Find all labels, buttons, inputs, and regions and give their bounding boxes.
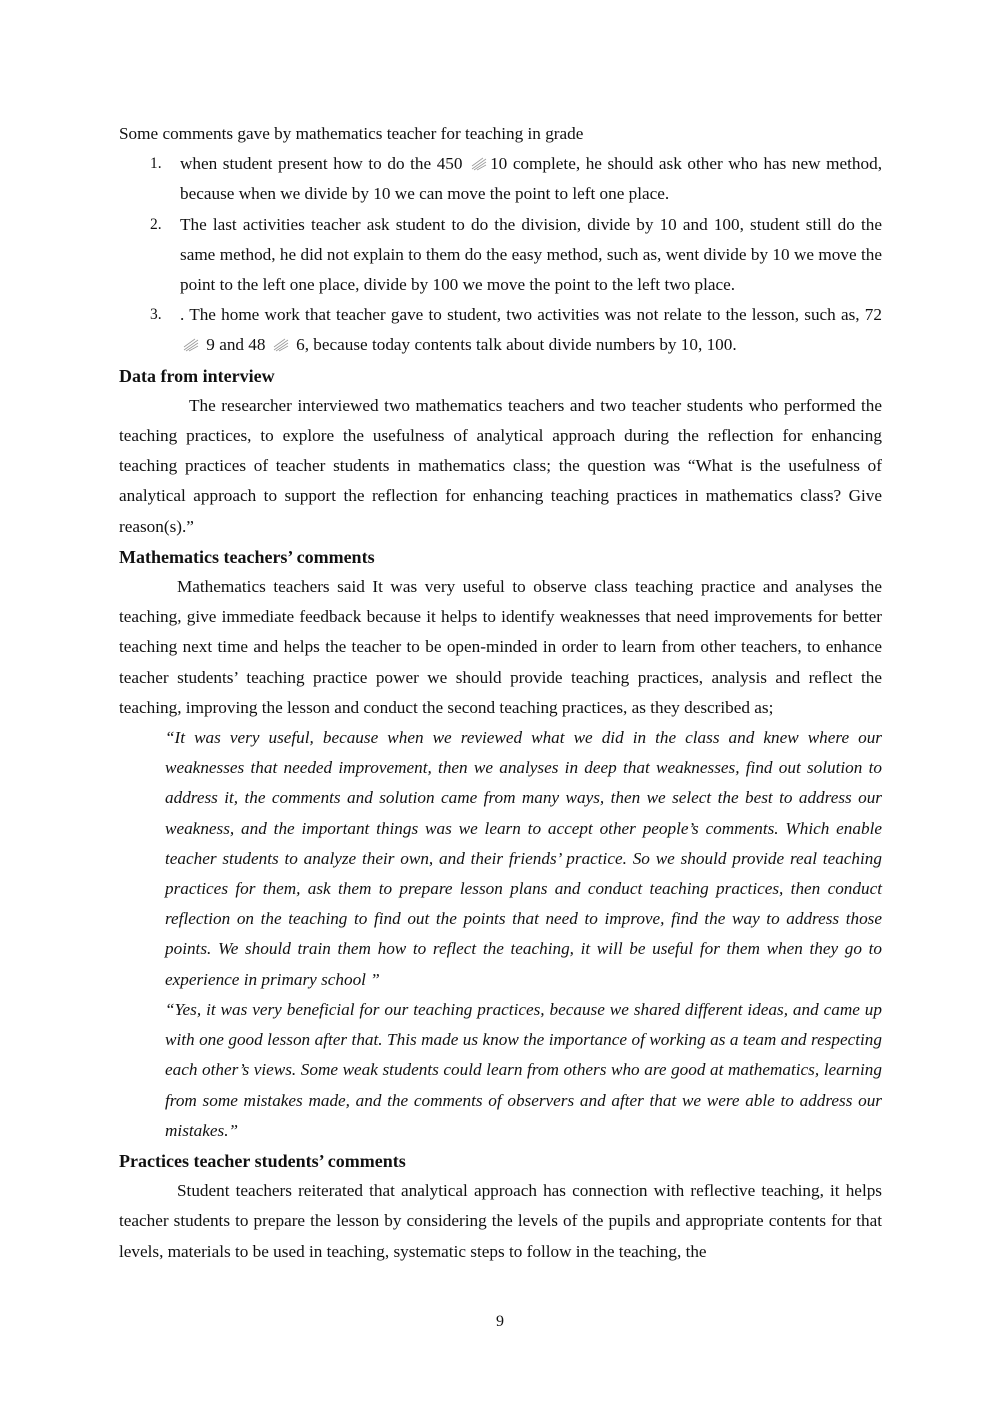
division-symbol-icon bbox=[273, 338, 289, 352]
page-number: 9 bbox=[496, 1313, 504, 1330]
division-symbol-icon bbox=[183, 338, 199, 352]
heading-practices-teacher-students-comments: Practices teacher students’ comments bbox=[119, 1150, 406, 1171]
teacher-quote-2: “Yes, it was very beneficial for our teaching practices, because we shared different ideas, and came up with one good lesson after that. This made us know the importance of working as a team and respecting each other’s views. Some weak students could learn from others who are good at mathematics, learning from some mistakes made, and the comments of observers and after that we were able to address our mistakes.” bbox=[165, 999, 882, 1140]
list-item-number: 3. bbox=[150, 306, 162, 324]
list-item-text-part1: . The home work that teacher gave to student, two activities was not relate to the lesson, such as, 72 bbox=[180, 305, 882, 325]
list-item-text-part2: 9 and 48 bbox=[202, 335, 270, 355]
teacher-quote-1: “It was very useful, because when we reviewed what we did in the class and knew where our weaknesses that needed improvement, then we analyses in deep that weaknesses, find out solution to address it, the comments and solution came from many ways, then we select the best to address our weakness, and the important things was we learn to accept other people’s comments. Which enable teacher students to analyze their own, and their friends’ practice. So we should provide real teaching practices for them, ask them to prepare lesson plans and conduct teaching practices, then conduct reflection on the teaching to find out the points that need to improve, find the way to address those points. We should train them how to reflect the teaching, it will be useful for them when they go to experience in primary school ” bbox=[165, 728, 882, 989]
document-body bbox=[119, 119, 882, 1267]
comment-list bbox=[119, 149, 882, 360]
list-item bbox=[119, 210, 882, 301]
list-item-text-end: 10 complete, he should ask other who has new method, because when we divide by 10 we can move the point to left one place. bbox=[180, 154, 883, 204]
teachers-paragraph: Mathematics teachers said It was very useful to observe class teaching practice and analyses the teaching, give immediate feedback because it helps to identify weaknesses that need improvements for better teaching next time and helps the teacher to be open-minded in order to learn from other teachers, to enhance teacher students’ teaching practice power we should provide teaching practices, analysis and reflect the teaching, improving the lesson and conduct the second teaching practices, as they described as; bbox=[119, 577, 882, 717]
list-item bbox=[119, 149, 882, 209]
students-paragraph: Student teachers reiterated that analytical approach has connection with reflective teaching, it helps teacher students to prepare the lesson by considering the levels of the pupils and appropriate contents for that levels, materials to be used in teaching, systematic steps to follow in the teaching, the bbox=[119, 1181, 882, 1261]
heading-data-from-interview: Data from interview bbox=[119, 365, 275, 386]
list-item-text-part3: 6, because today contents talk about divide numbers by 10, 100. bbox=[291, 335, 737, 355]
list-item bbox=[119, 300, 882, 360]
list-item-text: The last activities teacher ask student to do the division, divide by 10 and 100, student still do the same method, he did not explain to them do the easy method, such as, went divide by 10 we move the point to the left one place, divide by 100 we move the point to the left two place. bbox=[180, 214, 882, 295]
list-item-number: 2. bbox=[150, 215, 162, 233]
intro-line: Some comments gave by mathematics teacher for teaching in grade bbox=[119, 124, 584, 143]
list-item-number: 1. bbox=[150, 155, 162, 173]
interview-paragraph: The researcher interviewed two mathematics teachers and two teacher students who performed the teaching practices, to explore the usefulness of analytical approach during the reflection for enhancing teaching practices of teacher students in mathematics class; the question was “What is the usefulness of analytical approach to support the reflection for enhancing teaching practices in mathematics class? Give reason(s).” bbox=[119, 395, 882, 536]
list-item-text-start: when student present how to do the 450 bbox=[180, 154, 469, 174]
heading-mathematics-teachers-comments: Mathematics teachers’ comments bbox=[119, 546, 375, 567]
division-symbol-icon bbox=[471, 157, 487, 171]
